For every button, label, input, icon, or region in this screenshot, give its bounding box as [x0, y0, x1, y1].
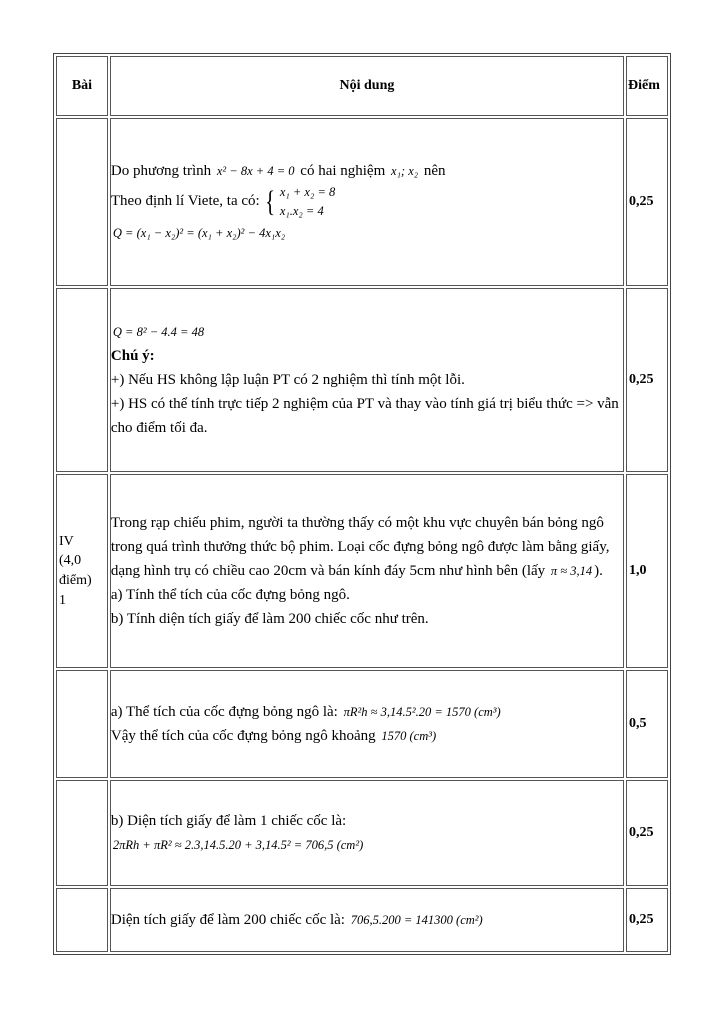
table-row	[56, 288, 668, 472]
bai-cell	[56, 474, 108, 668]
equation: π ≈ 3,14	[550, 564, 593, 578]
text: Vậy thể tích của cốc đựng bỏng ngô khoảng	[110, 728, 376, 744]
table-row	[56, 670, 668, 778]
score-cell: 1,0	[626, 474, 668, 668]
score-cell: 0,25	[626, 780, 668, 886]
grading-table	[53, 53, 671, 955]
bai-points: (4,0	[59, 553, 82, 569]
content-cell	[110, 474, 624, 668]
text: Trong rạp chiếu phim, người ta thường thấy có một khu vực chuyên bán bỏng ngô trong quá trình thưởng thức bộ phim. Loại cốc đựng bỏng ngô được làm bằng giấy, dạng hình trụ có chiều cao 20cm và bán kính đáy 5cm như hình bên (lấy	[110, 515, 610, 579]
bai-part: 1	[59, 592, 66, 608]
content-line	[111, 320, 623, 344]
score-cell: 0,25	[626, 888, 668, 952]
text: nên	[423, 163, 446, 180]
equation: x₁.x₂ = 4	[279, 204, 324, 218]
bai-points-unit: điểm)	[59, 573, 92, 588]
content-cell	[110, 780, 624, 886]
bai-cell	[56, 288, 108, 472]
table-row	[56, 888, 668, 952]
equation: x² − 8x + 4 = 0	[216, 164, 295, 179]
equation: Q = (x₁ − x₂)² = (x₁ + x₂)² − 4x₁x₂	[112, 225, 286, 240]
table-row	[56, 780, 668, 886]
text: có hai nghiệm	[300, 163, 386, 180]
text: Diện tích giấy để làm 200 chiếc cốc là:	[110, 912, 345, 928]
text: Do phương trình	[110, 163, 212, 180]
equation: Q = 8² − 4.4 = 48	[112, 325, 205, 339]
equation: 1570 (cm³)	[381, 729, 437, 743]
content-line	[111, 700, 623, 724]
content-cell	[110, 670, 624, 778]
brace-icon: {	[265, 185, 276, 218]
score-cell: 0,5	[626, 670, 668, 778]
equation-system	[263, 183, 337, 221]
header-diem: Điểm	[626, 56, 668, 116]
equation: 706,5.200 = 141300 (cm²)	[350, 913, 483, 927]
content-cell	[110, 288, 624, 472]
equation: πR²h ≈ 3,14.5².20 = 1570 (cm³)	[343, 705, 501, 719]
table-header-row	[56, 56, 668, 116]
bai-cell	[56, 670, 108, 778]
equation: 2πRh + πR² ≈ 2.3,14.5.20 + 3,14.5² = 706,5 (cm²)	[112, 838, 364, 852]
content-line	[111, 511, 623, 583]
content-line: a) Tính thể tích của cốc đựng bỏng ngô.	[110, 587, 350, 603]
equation: x₁; x₂	[391, 164, 419, 179]
score-cell: 0,25	[626, 118, 668, 286]
bai-label: IV	[59, 533, 74, 549]
header-bai: Bài	[56, 56, 108, 116]
content-line: b) Diện tích giấy để làm 1 chiếc cốc là:	[110, 813, 347, 829]
content-cell	[110, 888, 624, 952]
bai-cell	[56, 118, 108, 286]
content-line	[111, 724, 623, 748]
text: Theo định lí Viete, ta có:	[110, 193, 260, 210]
content-line	[111, 183, 623, 221]
text: a) Thể tích của cốc đựng bỏng ngô là:	[110, 704, 338, 720]
equation: x₁ + x₂ = 8	[279, 185, 336, 200]
content-line: b) Tính diện tích giấy để làm 200 chiếc cốc như trên.	[110, 611, 429, 627]
score-cell: 0,25	[626, 288, 668, 472]
header-noi-dung: Nội dung	[110, 56, 624, 116]
table-row	[56, 118, 668, 286]
content-line	[111, 221, 623, 245]
note-heading: Chú ý:	[110, 348, 155, 364]
content-cell	[110, 118, 624, 286]
bai-cell	[56, 780, 108, 886]
content-line	[111, 908, 623, 932]
content-line: +) Nếu HS không lập luận PT có 2 nghiệm thì tính một lỗi.	[110, 372, 465, 388]
text: ).	[594, 563, 603, 579]
table-row	[56, 474, 668, 668]
content-line: +) HS có thể tính trực tiếp 2 nghiệm của PT và thay vào tính giá trị biểu thức => vẫn cho điểm tối đa.	[110, 396, 619, 436]
bai-cell	[56, 888, 108, 952]
content-line	[111, 159, 623, 183]
content-line	[111, 833, 623, 857]
